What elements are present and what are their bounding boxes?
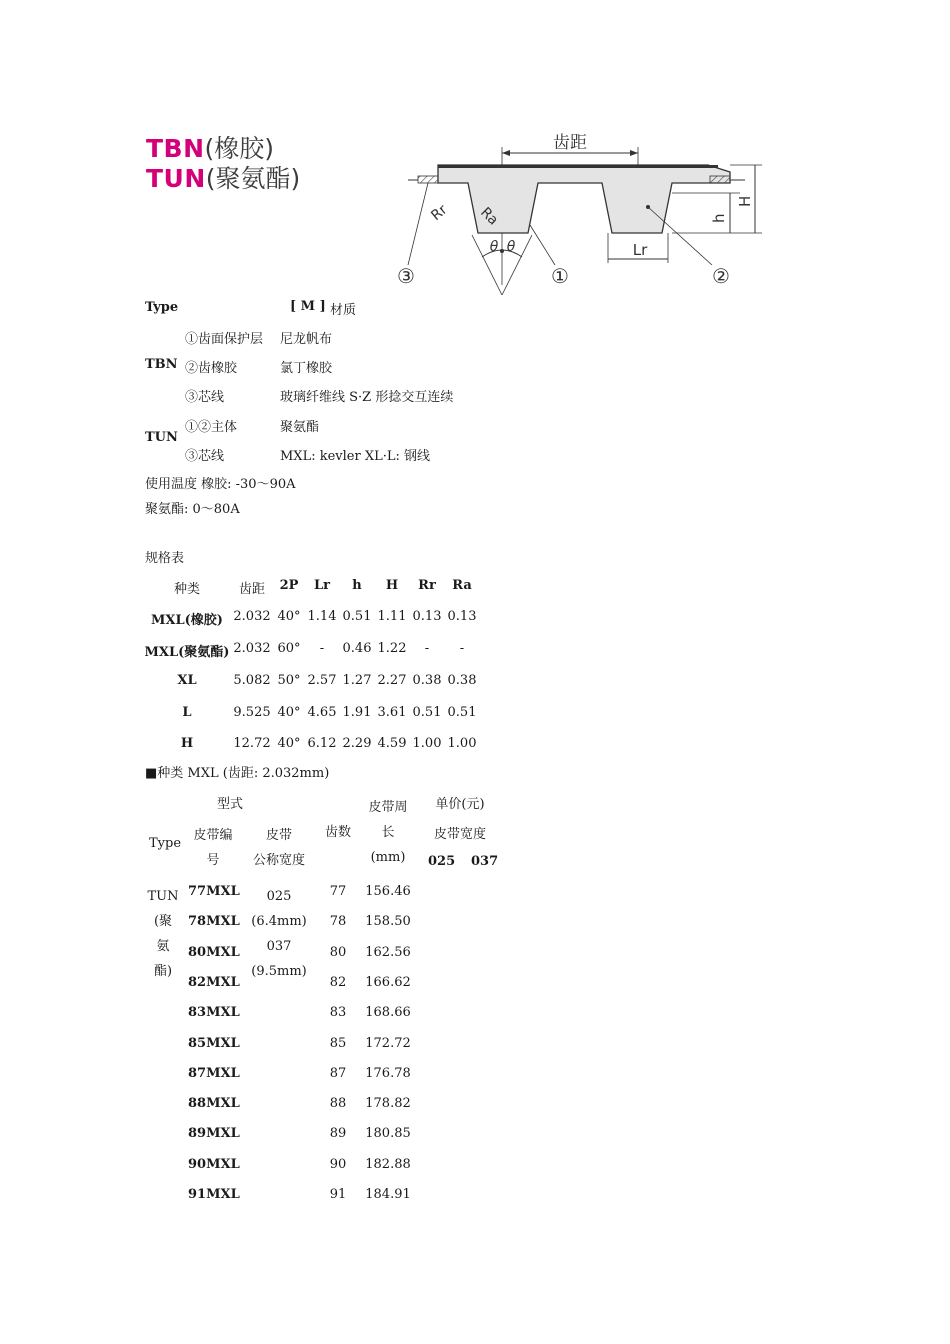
- belt-number: 80MXL: [188, 944, 240, 960]
- material-row-material: 玻璃纤维线 S·Z 形捻交互连续: [280, 390, 454, 405]
- temperature-line-1: 使用温度 橡胶: -30～90A: [145, 477, 296, 492]
- belt-number: 87MXL: [188, 1065, 240, 1081]
- spec-cell: 1.00: [412, 736, 442, 751]
- spec-cell: 0.51: [447, 705, 477, 720]
- spec-header-cell: 2P: [279, 578, 299, 593]
- belt-number: 85MXL: [188, 1035, 240, 1051]
- teeth-count: 85: [329, 1035, 347, 1051]
- material-row-material: MXL: kevler XL·L: 钢线: [280, 449, 430, 464]
- belt-length: 184.91: [365, 1187, 411, 1202]
- spec-header-cell: Lr: [314, 578, 330, 593]
- spec-cell: 1.91: [342, 705, 372, 720]
- spec-cell: 12.72: [233, 736, 271, 751]
- material-col-material: 材质: [330, 303, 357, 318]
- mxl-header-teeth: 齿数: [324, 825, 351, 840]
- teeth-count: 91: [329, 1187, 347, 1202]
- spec-cell: 2.032: [233, 609, 271, 624]
- belt-length: 156.46: [365, 884, 411, 899]
- spec-cell: 9.525: [233, 705, 271, 720]
- callout-1: ①: [551, 264, 569, 288]
- spec-cell: 60°: [277, 641, 301, 656]
- spec-cell: 0.51: [412, 705, 442, 720]
- spec-header-cell: Ra: [452, 578, 472, 593]
- spec-cell: 2.57: [307, 673, 337, 688]
- belt-number: 77MXL: [188, 884, 240, 899]
- spec-cell: 2.032: [233, 641, 271, 656]
- spec-cell: 0.38: [412, 673, 442, 688]
- material-col-type: Type: [145, 300, 179, 315]
- mxl-nominal-width-cell: 025 (6.4mm) 037 (9.5mm): [251, 889, 307, 979]
- spec-header-cell: 齿距: [238, 582, 265, 597]
- Ra-label: Ra: [477, 204, 502, 229]
- mxl-header-width-025: 025: [428, 854, 456, 869]
- h-label: h: [710, 213, 728, 223]
- belt-number: 91MXL: [188, 1187, 240, 1202]
- belt-length: 178.82: [365, 1096, 411, 1112]
- material-type-tun: TUN: [145, 430, 178, 445]
- spec-cell: -: [319, 641, 325, 656]
- mxl-header-belt-no: 皮带编 号: [193, 828, 233, 868]
- material-row-part: ①齿面保护层: [185, 332, 264, 347]
- spec-cell: -: [424, 641, 430, 656]
- belt-length: 172.72: [365, 1035, 411, 1051]
- material-type-tbn: TBN: [145, 357, 178, 372]
- theta-label-left: θ: [489, 239, 499, 255]
- Rr-label: Rr: [428, 201, 451, 225]
- mxl-type-cell: TUN (聚 氨 酯): [147, 889, 179, 979]
- belt-length: 166.62: [365, 974, 411, 990]
- spec-cell: 4.65: [307, 705, 337, 720]
- spec-header-cell: H: [385, 578, 399, 593]
- spec-cell: 1.27: [342, 673, 372, 688]
- mxl-header-price: 单价(元): [435, 797, 485, 812]
- H-label: H: [736, 195, 754, 207]
- spec-cell: 0.13: [412, 609, 442, 624]
- title-tbn: TBN(橡胶): [146, 134, 275, 163]
- belt-length: 180.85: [365, 1126, 411, 1142]
- Lr-label: Lr: [632, 241, 648, 259]
- mxl-title: ■种类 MXL (齿距: 2.032mm): [145, 766, 330, 781]
- spec-row-type: MXL(聚氨酯): [144, 645, 230, 660]
- belt-number: 83MXL: [188, 1005, 240, 1021]
- spec-cell: 0.13: [447, 609, 477, 624]
- spec-cell: 3.61: [377, 705, 407, 720]
- mxl-header-model: 型式: [216, 797, 243, 812]
- temperature-line-2: 聚氨酯: 0～80A: [145, 502, 240, 517]
- spec-row-type: H: [180, 736, 194, 751]
- spec-header-cell: 种类: [173, 582, 200, 597]
- belt-number: 78MXL: [188, 914, 240, 930]
- spec-row-type: MXL(橡胶): [151, 613, 223, 628]
- spec-row-type: L: [182, 705, 192, 720]
- teeth-count: 83: [329, 1005, 347, 1021]
- spec-cell: 2.27: [377, 673, 407, 688]
- spec-cell: 2.29: [342, 736, 372, 751]
- spec-cell: -: [459, 641, 465, 656]
- teeth-count: 89: [329, 1126, 347, 1142]
- teeth-count: 77: [329, 884, 347, 899]
- spec-cell: 4.59: [377, 736, 407, 751]
- callout-3: ③: [397, 264, 415, 288]
- belt-length: 158.50: [365, 914, 411, 930]
- spec-cell: 50°: [277, 673, 301, 688]
- teeth-count: 88: [329, 1096, 347, 1112]
- spec-header-cell: h: [352, 578, 362, 593]
- teeth-count: 80: [329, 944, 347, 960]
- spec-cell: 1.00: [447, 736, 477, 751]
- belt-length: 182.88: [365, 1156, 411, 1172]
- mxl-header-belt-width: 皮带宽度: [433, 827, 486, 842]
- mxl-header-nominal-width: 皮带 公称宽度: [252, 828, 305, 868]
- callout-2: ②: [712, 264, 730, 288]
- material-row-part: ①②主体: [185, 420, 238, 435]
- mxl-header-circumference: 皮带周 长 (mm): [368, 800, 408, 865]
- material-row-part: ③芯线: [185, 390, 225, 405]
- belt-length: 168.66: [365, 1005, 411, 1021]
- teeth-count: 78: [329, 914, 347, 930]
- spec-cell: 40°: [277, 705, 301, 720]
- belt-number: 82MXL: [188, 974, 240, 990]
- material-row-material: 聚氨酯: [280, 420, 320, 435]
- material-row-part: ③芯线: [185, 449, 225, 464]
- spec-cell: 0.51: [342, 609, 372, 624]
- material-row-material: 尼龙帆布: [280, 332, 333, 347]
- belt-length: 176.78: [365, 1065, 411, 1081]
- spec-cell: 1.11: [377, 609, 407, 624]
- belt-number: 89MXL: [188, 1126, 240, 1142]
- pitch-label: 齿距: [553, 133, 587, 153]
- mxl-header-type: Type: [149, 836, 182, 851]
- spec-cell: 6.12: [307, 736, 337, 751]
- spec-cell: 40°: [277, 736, 301, 751]
- teeth-count: 90: [329, 1156, 347, 1172]
- spec-cell: 0.38: [447, 673, 477, 688]
- material-col-m: [ M ]: [290, 299, 326, 314]
- spec-title: 规格表: [145, 551, 185, 566]
- spec-cell: 1.22: [377, 641, 407, 656]
- spec-header-cell: Rr: [418, 578, 436, 593]
- teeth-count: 82: [329, 974, 347, 990]
- belt-length: 162.56: [365, 944, 411, 960]
- spec-row-type: XL: [177, 673, 197, 688]
- spec-cell: 40°: [277, 609, 301, 624]
- spec-cell: 5.082: [233, 673, 271, 688]
- mxl-header-width-037: 037: [471, 854, 499, 869]
- spec-cell: 1.14: [307, 609, 337, 624]
- teeth-count: 87: [329, 1065, 347, 1081]
- belt-number: 88MXL: [188, 1096, 240, 1112]
- belt-number: 90MXL: [188, 1156, 240, 1172]
- spec-cell: 0.46: [342, 641, 372, 656]
- theta-label-right: θ: [506, 239, 516, 255]
- material-row-part: ②齿橡胶: [185, 361, 238, 376]
- title-tun: TUN(聚氨酯): [146, 164, 301, 193]
- material-row-material: 氯丁橡胶: [280, 361, 333, 376]
